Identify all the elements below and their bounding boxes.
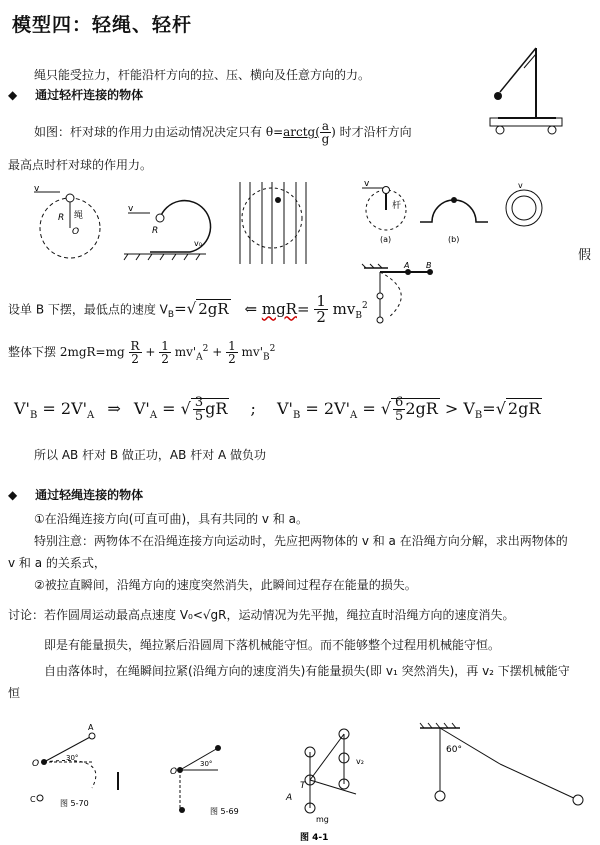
svg-text:v₂: v₂: [356, 757, 364, 766]
free-fall-text: 自由落体时，在绳瞬间拉紧(沿绳方向的速度消失)有能量损失(即 v₁ 突然消失)，再 v₂ 下摆机械能守: [44, 664, 570, 678]
rope-point-2: ②被拉直瞬间，沿绳方向的速度突然消失，此瞬间过程存在能量的损失。: [34, 578, 417, 592]
svg-text:A: A: [404, 262, 410, 270]
rope-note: 特别注意：两物体不在沿绳连接方向运动时，先应把两物体的 v 和 a 在沿绳方向分解，求出两物体的: [34, 534, 568, 548]
svg-text:mg: mg: [316, 815, 329, 824]
rope-note-cont: v 和 a 的关系式，: [8, 556, 106, 570]
angle-60: 60°: [446, 745, 462, 755]
angle-30-b: 30°: [200, 760, 213, 768]
svg-text:R: R: [152, 226, 159, 236]
svg-text:A: A: [286, 793, 293, 803]
pendulum-diagrams: [0, 714, 600, 845]
section-rope: ◆ 通过轻绳连接的物体: [8, 488, 144, 502]
circular-motion-diagrams: [0, 178, 600, 270]
svg-text:R: R: [58, 213, 65, 223]
theta-formula: θ=arctg( $\frac{a}{g}$ ): [265, 119, 336, 146]
label-b: (b): [448, 235, 460, 244]
rope-label: 绳: [74, 211, 84, 221]
side-char: 假: [578, 248, 592, 263]
conclusion-text: 所以 AB 杆对 B 做正功，AB 杆对 A 做负功: [34, 448, 267, 462]
rope-point-1: ①在沿绳连接方向(可直可曲)，具有共同的 v 和 a。: [34, 512, 309, 526]
ab-rod-diagram: [358, 262, 448, 332]
svg-text:O: O: [32, 759, 40, 769]
velocity-equations: $V'_B = 2V'_A$ ⇒ $V'_A$ = √ $\frac{3}{5}$ gR ; $V'_B = 2V'_A$ = √ $\frac{6}{5}$ $2gR > V_B=√$ 2gR: [14, 395, 541, 424]
rod-label: 杆: [392, 201, 402, 211]
assume-line: 设单 B 下摆，最低点的速度 $V_B=√$ 2gR ⇐ mgR= $\frac{1}{2}$ $mv_B^2$: [8, 292, 368, 326]
section-rod: ◆ 通过轻杆连接的物体: [8, 88, 144, 102]
fig-label-1: 图 5-70: [60, 799, 89, 808]
svg-text:v: v: [34, 184, 40, 194]
discussion-text: 讨论：若作圆周运动最高点速度 V₀<√gR，运动情况为先平抛，绳拉直时沿绳方向的速度消失。: [8, 608, 515, 622]
free-fall-text-cont: 恒: [8, 686, 21, 700]
intro-text: 绳只能受拉力，杆能沿杆方向的拉、压、横向及任意方向的力。: [34, 68, 371, 82]
svg-text:O: O: [170, 767, 178, 777]
top-point-text: 最高点时杆对球的作用力。: [8, 158, 153, 172]
svg-text:A: A: [88, 723, 94, 732]
whole-line: 整体下摆 2mgR=mg $\frac{R}{2}$ + $\frac{1}{2}$ $mv'_A^2$ + $\frac{1}{2}$ $mv'_B^2$: [8, 339, 276, 366]
page-title: 模型四：轻绳、轻杆: [12, 14, 193, 36]
cart-rod-diagram: [476, 40, 576, 135]
rod-case-line: 如图：杆对球的作用力由运动情况决定只有 θ=arctg( $\frac{a}{g}$ ) 时才沿杆方向: [34, 119, 412, 146]
bullet-icon: ◆: [8, 488, 18, 502]
svg-text:T: T: [300, 781, 306, 791]
svg-text:v₀: v₀: [194, 239, 202, 248]
svg-text:B: B: [426, 262, 432, 270]
fig-label-2: 图 5-69: [210, 807, 239, 816]
fig-label-main: 图 4-1: [300, 833, 329, 843]
label-a: (a): [380, 235, 392, 244]
svg-text:C: C: [30, 795, 36, 804]
svg-text:O: O: [72, 227, 80, 237]
svg-text:v: v: [364, 179, 370, 189]
bullet-icon: ◆: [8, 88, 18, 102]
svg-text:v: v: [128, 204, 134, 214]
svg-text:v: v: [518, 181, 523, 190]
energy-loss-text: 即是有能量损失，绳拉紧后沿圆周下落机械能守恒。而不能够整个过程用机械能守恒。: [44, 638, 501, 652]
angle-30-a: 30°: [66, 754, 79, 762]
